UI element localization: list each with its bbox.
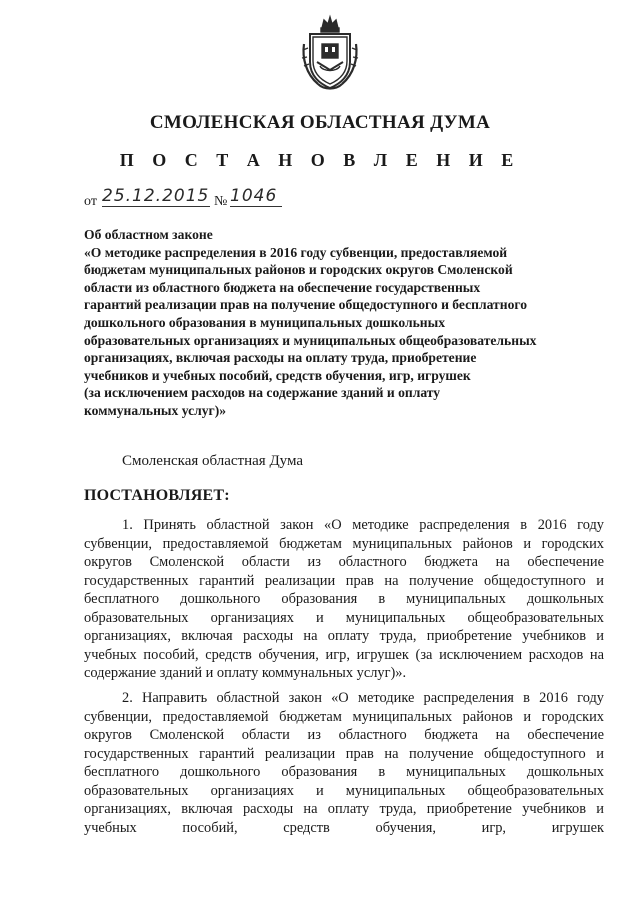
paragraph-1 <box>84 516 604 683</box>
subject-line: учебников и учебных пособий, средств обучения, игр, игрушек <box>84 367 471 383</box>
paragraph-line: округов Смоленской области из областного бюджета на обеспечение <box>84 727 604 743</box>
resolves-heading: ПОСТАНОВЛЯЕТ: <box>84 487 230 504</box>
paragraph-line: бесплатного дошкольного образования в муниципальных дошкольных <box>84 764 604 780</box>
paragraph-line: бесплатного дошкольного образования в муниципальных дошкольных <box>84 591 604 607</box>
paragraph-line: содержание зданий и оплату коммунальных услуг)». <box>84 665 407 681</box>
subject-line: Об областном законе <box>84 227 213 242</box>
subject-line: бюджетам муниципальных районов и городских округов Смоленской <box>84 262 513 278</box>
document-type-title: П О С Т А Н О В Л Е Н И Е <box>119 150 521 170</box>
handwritten-number: 1046 <box>230 186 282 207</box>
paragraph-line: образовательных организациях и муниципальных общеобразовательных <box>84 782 604 799</box>
paragraph-line: субвенции, предоставляемой бюджетам муниципальных районов и городских <box>84 535 604 552</box>
paragraph-line: организациях, включая расходы на оплату труда, приобретение учебников и <box>84 801 604 817</box>
subject-line: области из областного бюджета на обеспечение государственных <box>84 279 481 295</box>
subject-line: коммунальных услуг)» <box>84 402 227 418</box>
subject-line: (за исключением расходов на содержание зданий и оплату <box>84 385 441 401</box>
subject-line: образовательных организациях и муниципальных общеобразовательных <box>84 332 537 348</box>
subject-line: гарантий реализации прав на получение общедоступного и бесплатного <box>84 297 527 313</box>
number-prefix: № <box>214 194 228 209</box>
organization-title: СМОЛЕНСКАЯ ОБЛАСТНАЯ ДУМА <box>149 112 491 133</box>
paragraph-line: округов Смоленской области из областного бюджета на обеспечение <box>84 554 604 570</box>
paragraph-line: государственных гарантий реализации прав на получение общедоступного и <box>84 745 604 762</box>
paragraph-line: организациях, включая расходы на оплату труда, приобретение учебников и <box>84 628 604 644</box>
subject-line: «О методике распределения в 2016 году субвенции, предоставляемой <box>84 244 508 260</box>
paragraph-line: субвенции, предоставляемой бюджетам муниципальных районов и городских <box>84 708 604 725</box>
paragraph-line: 1. Принять областной закон «О методике распределения в 2016 году <box>122 517 604 533</box>
paragraph-line: государственных гарантий реализации прав на получение общедоступного и <box>84 572 604 589</box>
issuer-line: Смоленская областная Дума <box>122 453 304 469</box>
paragraph-2 <box>84 689 604 837</box>
paragraph-line: учебных пособий, средств обучения, игр, игрушек (за исключением расходов на <box>84 646 604 663</box>
date-prefix: от <box>84 194 97 209</box>
subject-line: дошкольного образования в муниципальных дошкольных <box>84 314 446 330</box>
handwritten-date: 25.12.2015 <box>102 186 210 206</box>
paragraph-line: учебных пособий, средств обучения, игр, игрушек <box>84 819 604 836</box>
paragraph-line: 2. Направить областной закон «О методике распределения в 2016 году <box>122 690 604 706</box>
subject-line: организациях, включая расходы на оплату труда, приобретение <box>84 350 477 366</box>
law-subject-block <box>84 226 594 420</box>
paragraph-line: образовательных организациях и муниципальных общеобразовательных <box>84 609 604 626</box>
smolensk-coat-of-arms-icon <box>298 14 362 96</box>
